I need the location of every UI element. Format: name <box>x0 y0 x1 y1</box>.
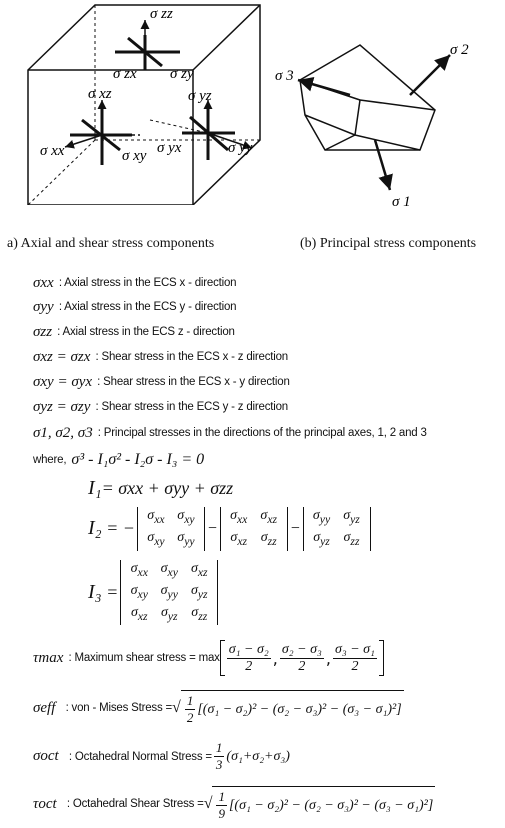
det-xx-xz: $\sigma_{xx}$ $\sigma_{xz}$ $\sigma_{xz}$ $\sigma_{zz}$ <box>220 507 288 551</box>
def-sxx: σxx : Axial stress in the ECS x - direction <box>33 274 237 291</box>
eq-I1: I₁ = σxx + σyy + σzz <box>88 476 234 499</box>
caption-a: a) Axial and shear stress components <box>7 236 215 251</box>
label-szz: σ zz <box>150 6 173 22</box>
figure-b-principal-cube <box>270 40 490 210</box>
label-syx: σ yx <box>157 140 182 156</box>
label-sxy: σ xy <box>122 148 147 164</box>
det-3x3: $\sigma_{xx}$ $\sigma_{xy}$ $\sigma_{xz}$ $\sigma_{xy}$ $\sigma_{yy}$ $\sigma_{yz}$ $\sigma_{xz}$ $\sigma_{yz}$ $\sigma_{zz}$ <box>120 560 218 625</box>
det-yy-yz: $\sigma_{yy}$ $\sigma_{yz}$ $\sigma_{yz}$ $\sigma_{zz}$ <box>303 507 371 551</box>
label-s1: σ 1 <box>392 194 411 210</box>
figure-a-cube <box>20 0 265 205</box>
label-s3: σ 3 <box>275 68 294 84</box>
label-sxx: σ xx <box>40 143 65 159</box>
eq-oct-normal: σoct : Octahedral Normal Stress = $\frac{1}{3}$ (σ₁+σ₂+σ₃) <box>33 740 290 772</box>
label-s2: σ 2 <box>450 42 469 58</box>
def-sxy: σxy = σyx : Shear stress in the ECS x - y direction <box>33 373 290 390</box>
def-principal: σ1, σ2, σ3 : Principal stresses in the directions of the principal axes, 1, 2 and 3 <box>33 424 427 441</box>
eq-I2: I₂ = − $\sigma_{xx}$ $\sigma_{xy}$ $\sigma_{xy}$ $\sigma_{yy}$ − $\sigma_{xx}$ $\sigma_{xz}$ $\sigma_{xz}$ $\sigma_{zz}$ − $\sigma_{yy}$ $\sigma_{yz}$ $\sigma_{yz}$ $\sigma_{zz}$ <box>88 507 373 551</box>
def-sxz: σxz = σzx : Shear stress in the ECS x - z direction <box>33 348 289 365</box>
label-szy: σ zy <box>170 66 194 82</box>
def-syz: σyz = σzy : Shear stress in the ECS y - z direction <box>33 398 289 415</box>
eq-oct-shear: τoct : Octahedral Shear Stress = √ $\frac{1}{9}$ [(σ₁ − σ₂)² − (σ₂ − σ₃)² − (σ₃ − σ₁)²] <box>33 786 435 822</box>
char-equation: where, σ³ - I₁σ² - I₂σ - I₃ = 0 <box>33 451 205 468</box>
det-xx-xy: $\sigma_{xx}$ $\sigma_{xy}$ $\sigma_{xy}$ $\sigma_{yy}$ <box>137 507 205 551</box>
label-syz: σ yz <box>188 88 212 104</box>
eq-I3: I₃ = $\sigma_{xx}$ $\sigma_{xy}$ $\sigma_{xz}$ $\sigma_{xy}$ $\sigma_{yy}$ $\sigma_{yz}$ $\sigma_{xz}$ $\sigma_{yz}$ $\sigma_{zz}$ <box>88 560 220 625</box>
caption-b: (b) Principal stress components <box>300 236 477 251</box>
eq-tau-max: τmax : Maximum shear stress = max $\frac{\text{σ₁ − σ₂}}{2}$ , $\frac{\text{σ₂ − σ₃}}{2}$ , $\frac{\text{σ₃ − σ₁}}{2}$ <box>33 640 384 676</box>
def-syy: σyy : Axial stress in the ECS y - direction <box>33 298 237 315</box>
def-szz: σzz : Axial stress in the ECS z - direction <box>33 323 235 340</box>
eq-von-mises: σeff : von - Mises Stress = √ $\frac{1}{2}$ [(σ₁ − σ₂)² − (σ₂ − σ₃)² − (σ₃ − σ₁)²] <box>33 690 404 726</box>
label-syy: σ yy <box>228 140 253 156</box>
label-szx: σ zx <box>113 66 137 82</box>
label-sxz: σ xz <box>88 86 112 102</box>
